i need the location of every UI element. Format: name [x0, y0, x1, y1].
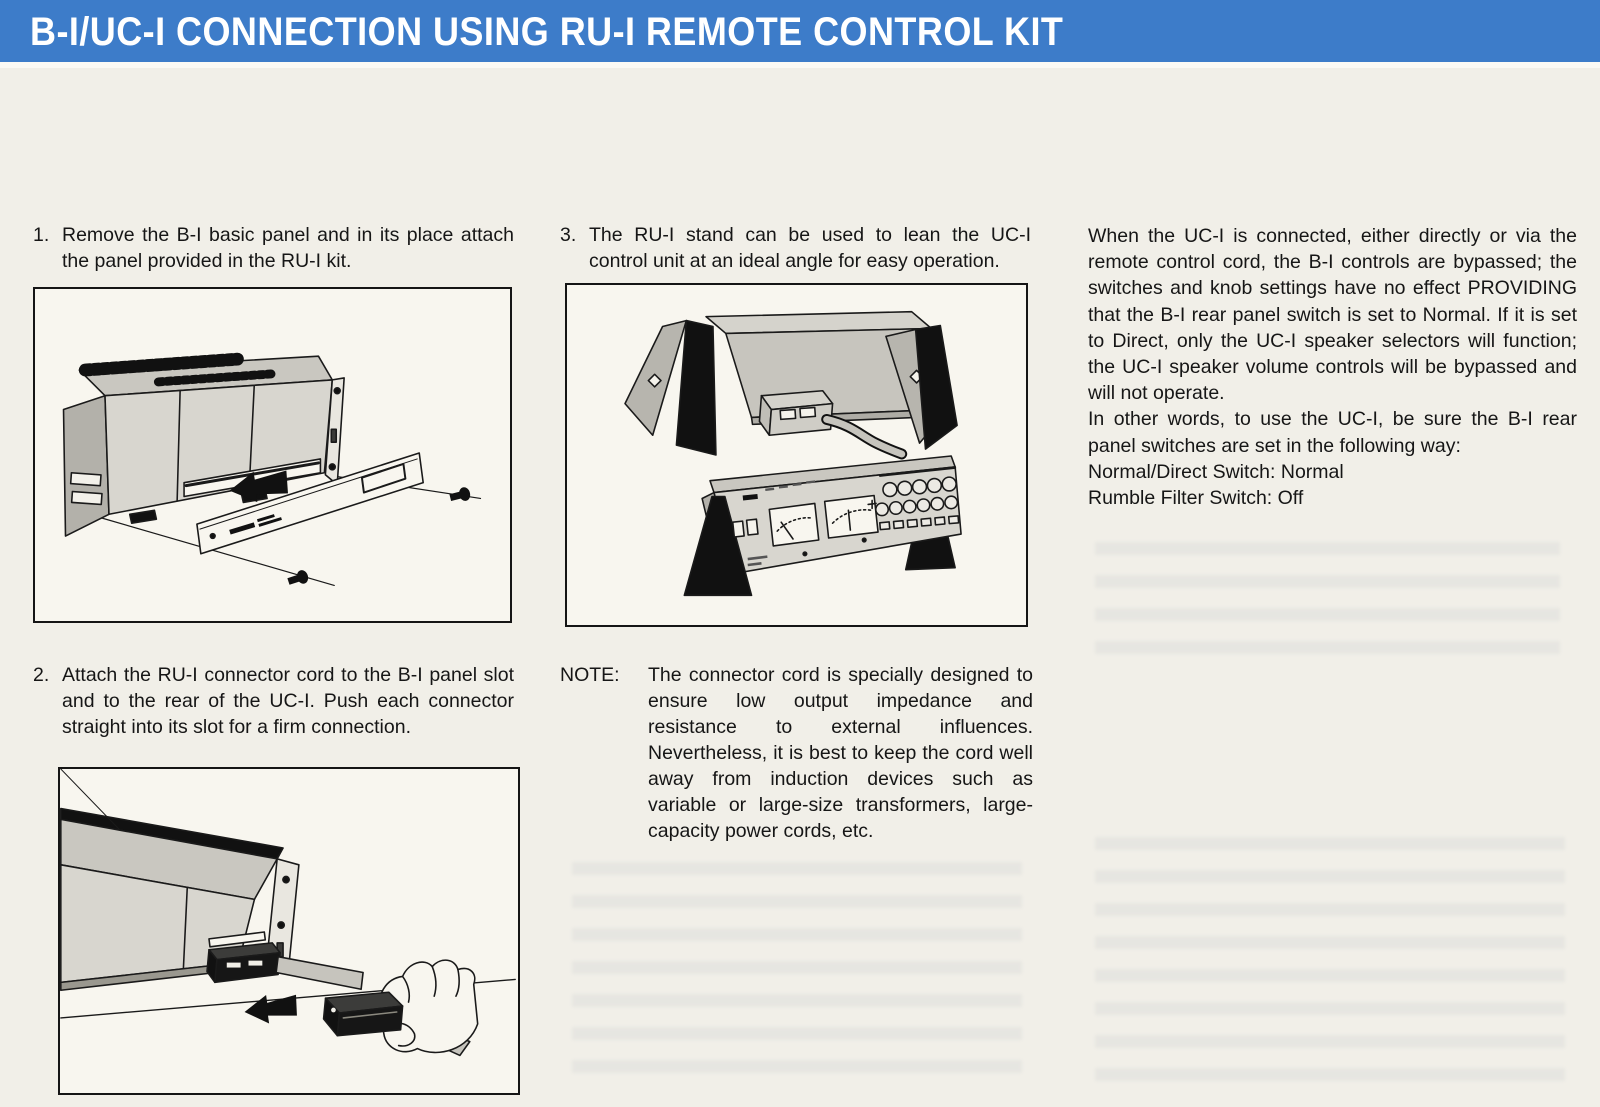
section-header [0, 0, 1600, 62]
figure-ru-i-stand [565, 283, 1028, 627]
step-3-text: The RU-I stand can be used to lean the UC-I control unit at an ideal angle for easy operation. [589, 224, 1031, 272]
normal-direct-switch-setting: Normal/Direct Switch: Normal [1088, 460, 1344, 483]
step-1-number: 1. [33, 224, 50, 246]
print-bleed-through [1095, 830, 1565, 1095]
step-2 [33, 662, 514, 740]
banner-bottom-edge [0, 62, 1600, 68]
figure-panel-removal [33, 287, 512, 623]
figure-connector-attachment [58, 767, 520, 1095]
step-3 [560, 222, 1031, 274]
step-3-number: 3. [560, 224, 577, 246]
note-label: NOTE: [560, 664, 620, 686]
step-1-text: Remove the B-I basic panel and in its place attach the panel provided in the RU-I kit. [62, 224, 514, 272]
section-title: B-I/UC-I CONNECTION USING RU-I REMOTE CONTROL KIT [30, 10, 1064, 54]
note-text: The connector cord is specially designed to ensure low output impedance and resistance to external influences. Nevertheless, it is best to keep the cord well away from induction devices such as variable or large-size transformers, large-capacity power cords, etc. [648, 664, 1033, 842]
rumble-filter-switch-setting: Rumble Filter Switch: Off [1088, 487, 1304, 510]
uc-i-front-on-stand [684, 456, 961, 595]
uc-i-on-ru-i-stand-illustration [567, 285, 1026, 625]
print-bleed-through [572, 855, 1022, 1080]
b-i-panel-removal-illustration [35, 289, 510, 621]
note-block [560, 662, 1033, 844]
print-bleed-through [1095, 535, 1560, 665]
uc-i-rear-on-stand [625, 312, 957, 455]
step-2-text: Attach the RU-I connector cord to the B-I panel slot and to the rear of the UC-I. Push each connector straight into its slot for a firm connection. [62, 664, 514, 738]
step-1 [33, 222, 514, 274]
connector-cord-attachment-illustration [60, 769, 518, 1093]
right-column [1088, 223, 1577, 511]
switch-setup-paragraph: In other words, to use the UC-I, be sure the B-I rear panel switches are set in the following way: [1088, 408, 1577, 457]
step-2-number: 2. [33, 664, 50, 686]
direction-arrow-icon [243, 991, 300, 1027]
bypass-paragraph: When the UC-I is connected, either directly or via the remote control cord, the B-I controls are bypassed; the switches and knob settings have no effect PROVIDING that the B-I rear panel switch is set to Normal. If it is set to Direct, only the UC-I speaker selectors will function; the UC-I speaker volume controls will be bypassed and will not operate. [1088, 225, 1577, 405]
